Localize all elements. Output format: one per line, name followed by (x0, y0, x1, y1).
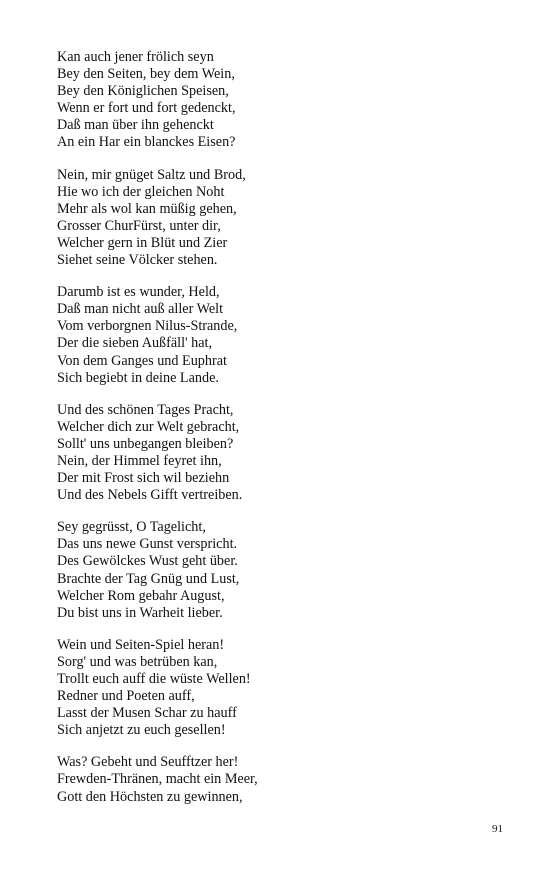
poem-line: Welcher dich zur Welt gebracht, (57, 418, 240, 435)
stanza-5 (57, 519, 497, 622)
poem-line: Welcher gern in Blüt und Zier (57, 234, 228, 251)
poem-line: Bey den Königlichen Speisen, (57, 83, 229, 100)
poem-line: Und des schönen Tages Pracht, (57, 401, 234, 418)
poem-line: Siehet seine Völcker stehen. (57, 252, 218, 269)
poem-line: Wein und Seiten-Spiel heran! (57, 636, 225, 653)
poem-line: Brachte der Tag Gnüg und Lust, (57, 570, 240, 587)
poem-line: Wenn er fort und fort gedenckt, (57, 100, 236, 117)
stanza-4 (57, 402, 497, 505)
poem-line: Was? Gebeht und Seufftzer her! (57, 754, 239, 771)
poem-line: An ein Har ein blanckes Eisen? (57, 134, 236, 151)
poem-line: Und des Nebels Gifft vertreiben. (57, 487, 243, 504)
poem-line: Trollt euch auff die wüste Wellen! (57, 671, 251, 687)
poem-line: Gott den Höchsten zu gewinnen, (57, 788, 243, 805)
poem-line: Grosser ChurFürst, unter dir, (57, 217, 221, 234)
poem-line: Der mit Frost sich wil beziehn (57, 470, 230, 487)
poem-line: Sorg' und was betrüben kan, (57, 653, 218, 670)
poem-line: Welcher Rom gebahr August, (57, 587, 225, 604)
poem-line: Sich anjetzt zu euch gesellen! (57, 722, 226, 739)
poem-line: Hie wo ich der gleichen Noht (57, 183, 225, 200)
poem-line: Du bist uns in Warheit lieber. (57, 604, 223, 621)
stanza-1 (57, 49, 497, 152)
page-number: 91 (492, 823, 503, 835)
poem-line: Der die sieben Außfäll' hat, (57, 335, 213, 352)
poem-line: Kan auch jener frölich seyn (57, 49, 214, 65)
poem-line: Redner und Poeten auff, (57, 688, 195, 705)
stanza-7 (57, 754, 497, 805)
poem-line: Nein, der Himmel feyret ihn, (57, 452, 222, 469)
poem-line: Sey gegrüsst, O Tagelicht, (57, 519, 206, 536)
stanza-6 (57, 637, 497, 740)
stanza-2 (57, 167, 497, 270)
poem-line: Mehr als wol kan müßig gehen, (57, 200, 237, 217)
stanza-3 (57, 284, 497, 387)
poem-line: Daß man über ihn gehenckt (57, 117, 214, 134)
poem-line: Sich begiebt in deine Lande. (57, 369, 219, 386)
poem-line: Bey den Seiten, bey dem Wein, (57, 66, 235, 83)
poem-line: Darumb ist es wunder, Held, (57, 284, 220, 301)
poem-line: Daß man nicht auß aller Welt (57, 301, 224, 318)
poem-line: Frewden-Thränen, macht ein Meer, (57, 771, 258, 788)
poem-line: Nein, mir gnüget Saltz und Brod, (57, 166, 246, 183)
poem-line: Des Gewölckes Wust geht über. (57, 553, 238, 570)
poem-line: Sollt' uns unbegangen bleiben? (57, 435, 234, 452)
poem-text (57, 49, 497, 821)
poem-line: Das uns newe Gunst verspricht. (57, 536, 238, 553)
poem-line: Vom verborgnen Nilus-Strande, (57, 318, 238, 335)
poem-line: Lasst der Musen Schar zu hauff (57, 705, 237, 722)
poem-line: Von dem Ganges und Euphrat (57, 352, 227, 369)
